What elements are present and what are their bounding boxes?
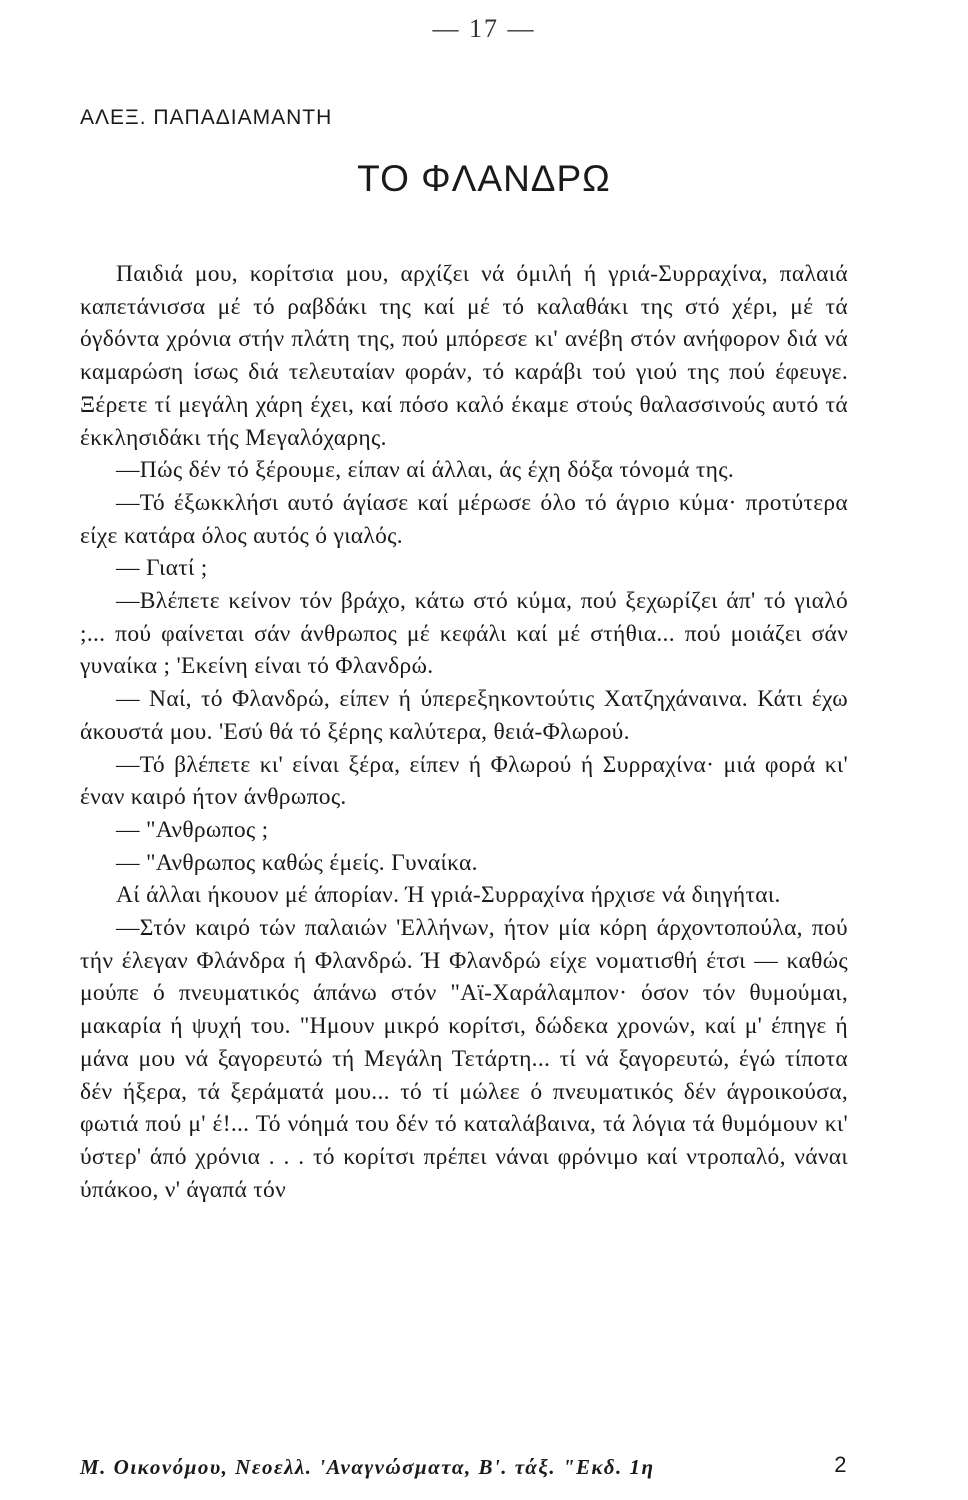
footer-citation [80,1452,848,1480]
signature-mark: 2 [834,1452,848,1477]
paragraph: — "Ανθρωπος ; [116,816,269,843]
paragraph: — Ναί, τό Φλανδρώ, είπεν ή ύπερεξηκοντούτις Χατζηχάναινα. Κάτι έχω άκουστά μου. 'Εσύ θά τό ξέρης καλύτερα, θειά-Φλωρού. [80,686,848,745]
paragraph: —Τό έξωκκλήσι αυτό άγίασε καί μέρωσε όλο τό άγριο κύμα· προτύτερα είχε κατάρα όλος αυτός ό γιαλός. [80,489,848,549]
paragraph: —Βλέπετε κείνον τόν βράχο, κάτω στό κύμα, πού ξεχωρίζει άπ' τό γιαλό ;... πού φαίνεται σάν άνθρωπος μέ κεφάλι καί μέ στήθια... πού μοιάζει σάν γυναίκα ; 'Εκείνη είναι τό Φλανδρώ. [80,588,848,680]
citation-text: Μ. Οικονόμου, Νεοελλ. 'Αναγνώσματα, Β'. τάξ. "Εκδ. 1η [80,1455,655,1479]
paragraph: —Πώς δέν τό ξέρουμε, είπαν αί άλλαι, άς έχη δόξα τόνομά της. [116,457,735,484]
paragraph: Αί άλλαι ήκουον μέ άπορίαν. Ή γριά-Συρραχίνα ήρχισε νά διηγήται. [116,882,781,909]
paragraph: Παιδιά μου, κορίτσια μου, αρχίζει νά όμιλή ή γριά-Συρραχίνα, παλαιά καπετάνισσα μέ τό ραβδάκι της καί μέ τό καλαθάκι της στό χέρι, μέ τά όγδόντα χρόνια στήν πλάτη της, πού μπόρεσε κι' ανέβη στόν ανήφορον διά νά καμαρώση ίσως διά τελευταίαν φοράν, τό καράβι τού γιού της πού έφευγε. Ξέρετε τί μεγάλη χάρη έχει, καί πόσο καλό έκαμε στούς θαλασσινούς αυτό τά έκκλησιδάκι τής Μεγαλόχαρης. [80,261,848,451]
page-number: — 17 — [432,14,536,43]
author-name: ΑΛΕΞ. ΠΑΠΑΔΙΑΜΑΝΤΗ [80,106,333,129]
story-body [80,258,848,1206]
paragraph: —Τό βλέπετε κι' είναι ξέρα, είπεν ή Φλωρού ή Συρραχίνα· μιά φορά κι' έναν καιρό ήτον άνθρωπος. [80,751,848,811]
paragraph: — "Ανθρωπος καθώς έμείς. Γυναίκα. [116,849,478,876]
paragraph: —Στόν καιρό τών παλαιών 'Ελλήνων, ήτον μία κόρη άρχοντοπούλα, πού τήν έλεγαν Φλάνδρα ή Φλανδρώ. Ή Φλανδρώ είχε νοματισθή έτσι — καθώς μούπε ό πνευματικός άπάνω στόν "Αϊ-Χαράλαμπον· όσον τόν θυμούμαι, μακαρία ή ψυχή του. "Ημουν μικρό κορίτσι, δώδεκα χρονών, καί μ' έπηγε ή μάνα μου νά ξαγορευτώ τή Μεγάλη Τετάρτη... τί νά ξαγορευτώ, έγώ τίποτα δέν ήξερα, τά ξεράματά μου... τό τί μώλεε ό πνευματικός δέν άγροικούσα, φωτιά πού μ' έ!... Τό νόημά του δέν τό καταλάβαινα, τά λόγια τά θυμόμουν κι' ύστερ' άπό χρόνια . . . τό κορίτσι πρέπει νάναι φρόνιμο καί ντροπαλό, νάναι ύπάκοο, ν' άγαπά τόν [80,915,848,1203]
story-title: ΤΟ ΦΛΑΝΔΡΩ [357,158,611,199]
paragraph: — Γιατί ; [116,555,208,582]
